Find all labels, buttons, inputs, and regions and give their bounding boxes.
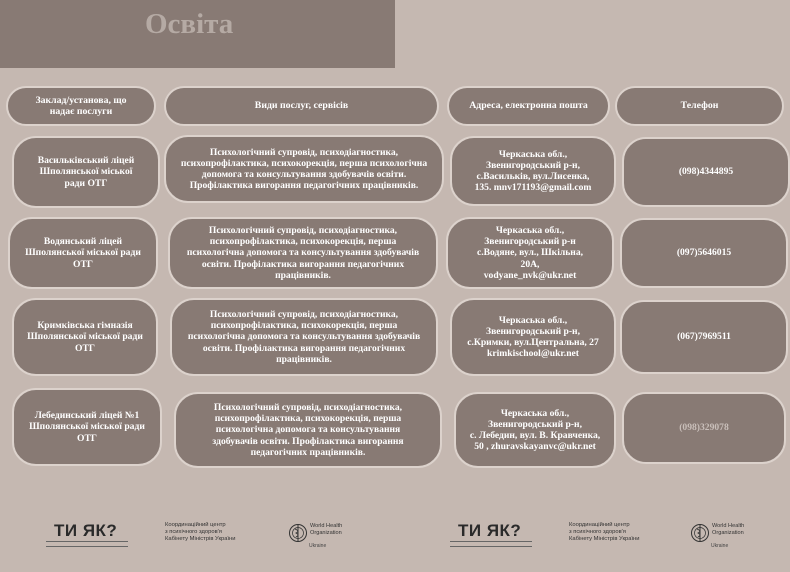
column-header-phone: Телефон	[615, 86, 784, 126]
row-4-institution: Лебединський ліцей №1 Шполянської міської ради ОТГ	[12, 388, 162, 466]
who-country: Ukraine	[309, 543, 327, 549]
who-emblem-icon	[288, 523, 308, 543]
who-text: World Health Organization	[310, 523, 343, 536]
row-1-institution: Васильківський ліцей Шполянської міської ради ОТГ	[12, 136, 160, 208]
column-header-services: Види послуг, сервісів	[164, 86, 439, 126]
page-title: Освіта	[145, 8, 234, 40]
column-header-institution: Заклад/установа, що надає послуги	[6, 86, 156, 126]
row-3-address: Черкаська обл., Звенигородський р-н, с.Кримки, вул.Центральна, 27 krimkischool@ukr.net	[450, 298, 616, 376]
row-4-address: Черкаська обл., Звенигородський р-н, с. Лебедин, вул. В. Кравченка, 50 , zhuravskayanvc@ukr.net	[454, 392, 616, 468]
who-country-2: Ukraine	[711, 543, 729, 549]
row-3-phone: (067)7969511	[620, 300, 788, 374]
row-2-services: Психологічний супровід, психодіагностика, психопрофілактика, психокорекція, перша психологічна допомога та консультування здобувачів освіти. Профілактика вигорання педагогічних працівників.	[168, 217, 438, 289]
row-1-phone: (098)4344895	[622, 137, 790, 207]
row-1-address: Черкаська обл., Звенигородський р-н, с.Васильків, вул.Лисенка, 135. mnv171193@gmail.com	[450, 136, 616, 206]
who-emblem-icon-2	[690, 523, 710, 543]
row-2-institution: Водянський ліцей Шполянської міської ради ОТГ	[8, 217, 158, 289]
row-3-services: Психологічний супровід, психодіагностика, психопрофілактика, психокорекція, перша психологічна допомога та консультування здобувачів освіти. Профілактика вигорання педагогічних працівників.	[170, 298, 438, 376]
row-4-phone: (098)329078	[622, 392, 786, 464]
column-header-address: Адреса, електронна пошта	[447, 86, 610, 126]
title-banner	[0, 0, 395, 68]
ti-yak-underline	[46, 541, 128, 547]
row-4-services: Психологічний супровід, психодіагностика, психопрофілактика, психокорекція, перша психологічна допомога та консультування здобувачів освіти. Профілактика вигорання педагогічних працівників.	[174, 392, 442, 468]
ti-yak-underline-2	[450, 541, 532, 547]
ti-yak-logo: ТИ ЯК?	[54, 521, 118, 540]
row-1-services: Психологічний супровід, психодіагностика, психопрофілактика, психокорекція, перша психологічна допомога та консультування здобувачів освіти. Профілактика вигорання педагогічних працівників.	[164, 135, 444, 203]
row-3-institution: Кримківська гімназія Шполянської міської ради ОТГ	[12, 298, 158, 376]
row-2-phone: (097)5646015	[620, 218, 788, 288]
coordination-center-text-2: Координаційний центр з психічного здоров'я Кабінету Міністрів України	[569, 522, 640, 543]
row-2-address: Черкаська обл., Звенигородський р-н с.Водяне, вул., Шкільна, 20А, vodyane_nvk@ukr.net	[446, 217, 614, 289]
coordination-center-text: Координаційний центр з психічного здоров'я Кабінету Міністрів України	[165, 522, 236, 543]
who-text-2: World Health Organization	[712, 523, 745, 536]
ti-yak-logo-2: ТИ ЯК?	[458, 521, 522, 540]
